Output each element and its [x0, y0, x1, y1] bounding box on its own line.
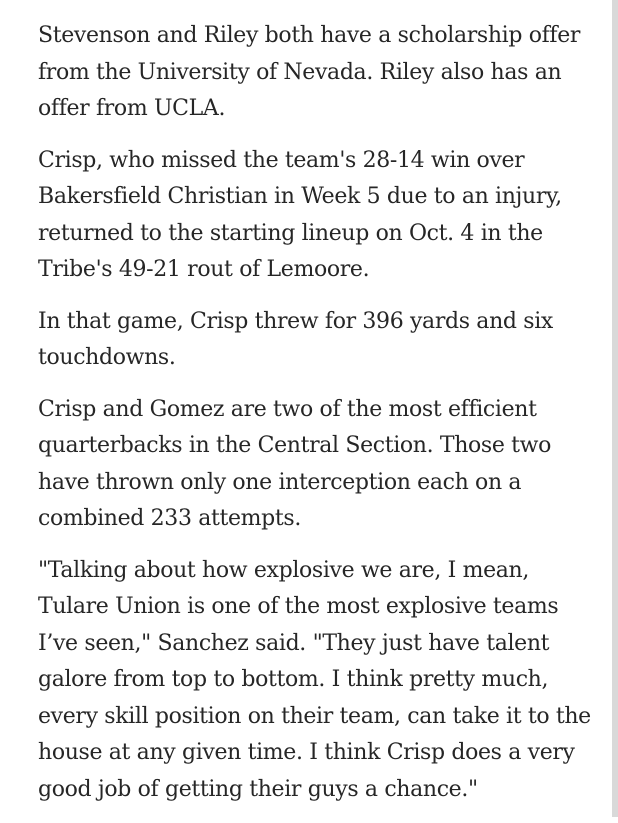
paragraph-sanchez-quote: "Talking about how explosive we are, I mean, Tulare Union is one of the most explosive teams I’ve seen," Sanchez said. "They just have talent galore from top to bottom. I think pretty much, every skill position on their team, can take it to the house at any given time. I think Crisp does a very good job of getting their guys a chance." [38, 557, 591, 802]
paragraph-efficient-quarterbacks: Crisp and Gomez are two of the most efficient quarterbacks in the Central Section. Those two have thrown only one interception each on a combined 233 attempts. [38, 396, 552, 531]
right-edge-divider [612, 0, 618, 817]
paragraph-scholarship-offers: Stevenson and Riley both have a scholarship offer from the University of Nevada. Riley also has an offer from UCLA. [38, 23, 581, 121]
article-body [38, 18, 598, 823]
paragraph-crisp-return: Crisp, who missed the team's 28-14 win over Bakersfield Christian in Week 5 due to an injury, returned to the starting lineup on Oct. 4 in the Tribe's 49-21 rout of Lemoore. [38, 147, 562, 282]
paragraph-crisp-stats: In that game, Crisp threw for 396 yards and six touchdowns. [38, 308, 553, 370]
